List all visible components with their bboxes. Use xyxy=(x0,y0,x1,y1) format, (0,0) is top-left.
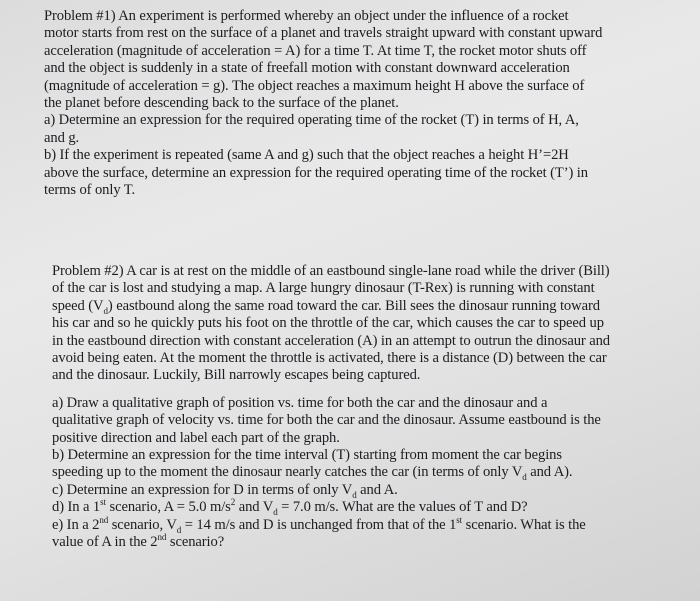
subscript-d: d xyxy=(522,472,527,483)
problem-2-line-1: Problem #2) A car is at rest on the middle of an eastbound single-lane road while the driver (Bill) xyxy=(52,263,610,279)
text-segment: d) In a 1 xyxy=(52,499,101,516)
problem-2-part-b-line-2 xyxy=(52,464,692,481)
text-segment: and A. xyxy=(356,481,398,498)
text-segment: ) eastbound along the same road toward the car. Bill sees the dinosaur running toward xyxy=(107,297,600,314)
problem-2-part-a-line-2: qualitative graph of velocity vs. time for both the car and the dinosaur. Assume eastbound is the xyxy=(52,412,601,429)
problem-2-line-6: avoid being eaten. At the moment the throttle is activated, there is a distance (D) between the car xyxy=(52,350,607,367)
problem-1-line-6: the planet before descending back to the surface of the planet. xyxy=(44,95,399,112)
problem-2-part-d xyxy=(52,499,692,516)
problem-2-part-a-line-3: positive direction and label each part of the graph. xyxy=(52,429,340,446)
superscript-st: st xyxy=(456,514,463,525)
problem-2-line-3 xyxy=(52,298,692,315)
problem-1-line-5: (magnitude of acceleration = g). The object reaches a maximum height H above the surface of xyxy=(44,77,585,94)
problem-2-part-a-line-1: a) Draw a qualitative graph of position vs. time for both the car and the dinosaur and a xyxy=(52,394,548,411)
text-segment: value of A in the 2 xyxy=(52,534,158,551)
problem-1-part-b-line-3: terms of only T. xyxy=(44,182,136,199)
text-segment: c) Determine an expression for D in terms of only V xyxy=(52,481,353,498)
problem-1-line-3: acceleration (magnitude of acceleration = A) for a time T. At time T, the rocket motor shuts off xyxy=(44,42,587,59)
problem-2-part-e-line-2 xyxy=(52,534,692,551)
subscript-d: d xyxy=(176,524,182,535)
subscript-d: d xyxy=(103,305,108,316)
text-segment: speeding up to the moment the dinosaur nearly catches the car (in terms of only V xyxy=(52,464,523,481)
problem-2-part-b-line-1: b) Determine an expression for the time interval (T) starting from moment the car begins xyxy=(52,447,562,464)
subscript-d: d xyxy=(352,489,357,500)
problem-1-line-4: and the object is suddenly in a state of freefall motion with constant downward acceleration xyxy=(44,60,570,77)
problem-2-line-4: his car and so he quickly puts his foot on the throttle of the car, which causes the car to speed up xyxy=(52,315,604,332)
problem-1-part-b-line-2: above the surface, determine an expression for the required operating time of the rocket (T’) in xyxy=(44,164,588,181)
superscript-nd: nd xyxy=(157,532,167,543)
text-segment: = 7.0 m/s. What are the values of T and D? xyxy=(277,499,528,516)
problem-2 xyxy=(52,263,692,552)
text-segment: speed (V xyxy=(52,297,104,314)
problem-1-line-2: motor starts from rest on the surface of a planet and travels straight upward with constant upward xyxy=(44,25,603,42)
text-segment: and V xyxy=(235,499,274,516)
problem-2-line-7: and the dinosaur. Luckily, Bill narrowly escapes being captured. xyxy=(52,367,421,384)
superscript-st: st xyxy=(100,497,106,508)
spacer xyxy=(52,385,692,395)
text-segment: scenario. What is the xyxy=(462,516,586,533)
superscript-nd: nd xyxy=(99,514,109,525)
problem-1-part-a-line-1: a) Determine an expression for the required operating time of the rocket (T) in terms of H, A, xyxy=(44,112,579,129)
problem-1 xyxy=(44,8,692,199)
text-segment: e) In a 2 xyxy=(52,516,100,533)
text-segment: scenario, V xyxy=(108,516,177,533)
text-segment: and A). xyxy=(526,464,573,481)
text-segment: scenario? xyxy=(166,534,225,551)
problem-1-line-1: Problem #1) An experiment is performed whereby an object under the influence of a rocket xyxy=(44,8,569,24)
problem-2-line-2: of the car is lost and studying a map. A large hungry dinosaur (T-Rex) is running with constant xyxy=(52,280,595,297)
text-segment: scenario, A = 5.0 m/s xyxy=(105,499,231,516)
problem-1-part-b-line-1: b) If the experiment is repeated (same A and g) such that the object reaches a height H’=2H xyxy=(44,147,569,164)
problem-1-part-a-line-2: and g. xyxy=(44,129,80,146)
subscript-d: d xyxy=(273,507,278,518)
problem-2-part-c xyxy=(52,482,692,499)
problem-2-part-e-line-1 xyxy=(52,514,692,535)
problem-2-line-5: in the eastbound direction with constant acceleration (A) in an attempt to outrun the dinosaur and xyxy=(52,332,610,349)
text-segment: = 14 m/s and D is unchanged from that of the 1 xyxy=(181,516,457,533)
superscript-2: 2 xyxy=(230,497,236,508)
